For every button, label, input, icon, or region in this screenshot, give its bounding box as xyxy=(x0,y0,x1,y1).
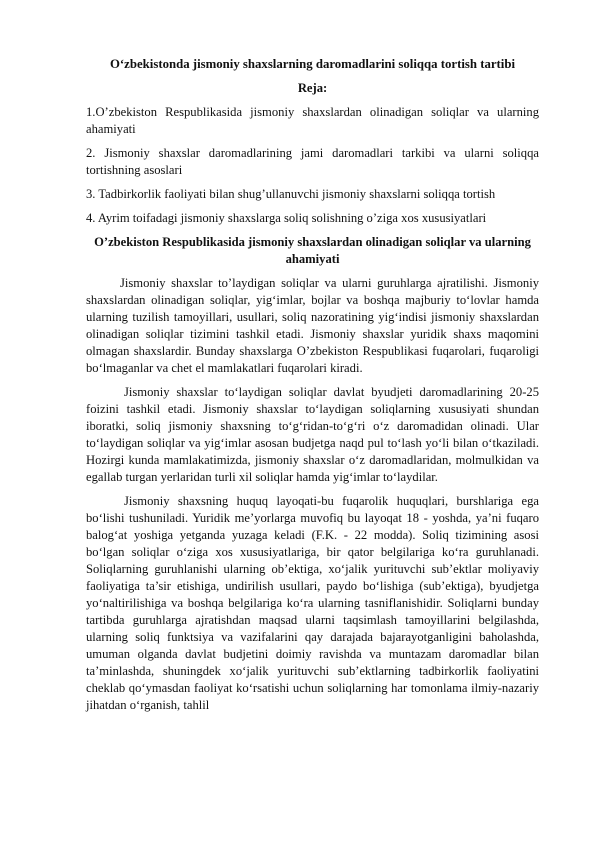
paragraph-1: Jismoniy shaxslar to’laydigan soliqlar va ularni guruhlarga ajratilishi. Jismoniy shaxslardan olinadigan soliqlar, yig‘imlar, bojlar va boshqa majburiy to‘lovlar hamda ularning tuzilish tamoyillari, usullari, soliq nazoratining yig‘indisi jismoniy shaxslardan olinadigan soliqlar tizimini tashkil etadi. Jismoniy shaxslar yuridik shaxs maqomini olmagan shaxslardir. Bunday shaxslarga O’zbekiston Respublikasi fuqarolari, fuqaroligi bo‘lmaganlar va chet el mamlakatlari fuqarolari kiradi. xyxy=(86,276,539,375)
plan-item-4: 4. Ayrim toifadagi jismoniy shaxslarga soliq solishning o’ziga xos xususiyatlari xyxy=(86,211,487,225)
plan-item-3: 3. Tadbirkorlik faoliyati bilan shug’ullanuvchi jismoniy shaxslarni soliqqa tortish xyxy=(86,187,496,201)
paragraph-2: Jismoniy shaxslar to‘laydigan soliqlar davlat byudjeti daromadlarining 20-25 foizini tashkil etadi. Jismoniy shaxslar to‘laydigan soliqlarning xususiyati shundan iboratki, soliq jismoniy shaxsning to‘g‘ridan-to‘g‘ri o‘z daromadidan olinadi. Ular to‘laydigan soliqlar va yig‘imlar asosan budjetga naqd pul to‘lash yo‘li bilan o‘tkaziladi. Hozirgi kunda mamlakatimizda, jismoniy shaxslar o‘z daromadlaridan, molmulkidan va egallab turgan yerlaridan turli xil soliqlar hamda yig‘imlar to‘laydilar. xyxy=(86,385,539,484)
plan-title: Reja: xyxy=(297,81,328,95)
document-title: O‘zbekistonda jismoniy shaxslarning daromadlarini soliqqa tortish tartibi xyxy=(109,57,516,71)
plan-item-2: 2. Jismoniy shaxslar daromadlarining jami daromadlari tarkibi va ularni soliqqa tortishning asoslari xyxy=(86,146,539,177)
section-heading: O’zbekiston Respublikasida jismoniy shaxslardan olinadigan soliqlar va ularning ahamiyati xyxy=(94,235,531,266)
paragraph-3: Jismoniy shaxsning huquq layoqati-bu fuqarolik huquqlari, burshlariga ega bo‘lishi tushuniladi. Yuridik me’yorlarga muvofiq bu layoqat 18 - yoshda, ya’ni fuqaro balog‘at yoshiga yetganda yuzaga keladi (F.K. - 22 modda). Soliq tizimining asosi bo‘lgan soliqlar o‘ziga xos xususiyatlariga, bir qator belgilariga ko‘ra guruhlanadi. Soliqlarning guruhlanishi ularning ob’ektiga, xo‘jalik yurituvchi sub’ektlar moliyaviy faoliyatiga ta’sir etishiga, undirilish usullari, paydo bo‘lishiga (sub’ektiga), byudjetga yo‘naltirilishiga va boshqa belgilariga ko‘ra ularning tasniflanishidir. Soliqlarni bunday tartibda guruhlarga ajratishdan maqsad ularni taqsimlash tamoyillarini belgilashda, ularning soliq funktsiya va vazifalarini qay darajada bajarayotganligini baholashda, umuman olganda davlat budjetini doimiy ravishda va muntazam daromadlar bilan ta’minlashda, shuningdek xo‘jalik yurituvchi sub’ektlarning tadbirkorlik faoliyatini cheklab qo‘ymasdan faoliyat ko‘rsatishi uchun soliqlarning har tomonlama ilmiy-nazariy jihatdan o‘rganish, tahlil xyxy=(86,494,539,712)
plan-item-1: 1.O’zbekiston Respublikasida jismoniy shaxslardan olinadigan soliqlar va ularning ahamiyati xyxy=(86,105,539,136)
